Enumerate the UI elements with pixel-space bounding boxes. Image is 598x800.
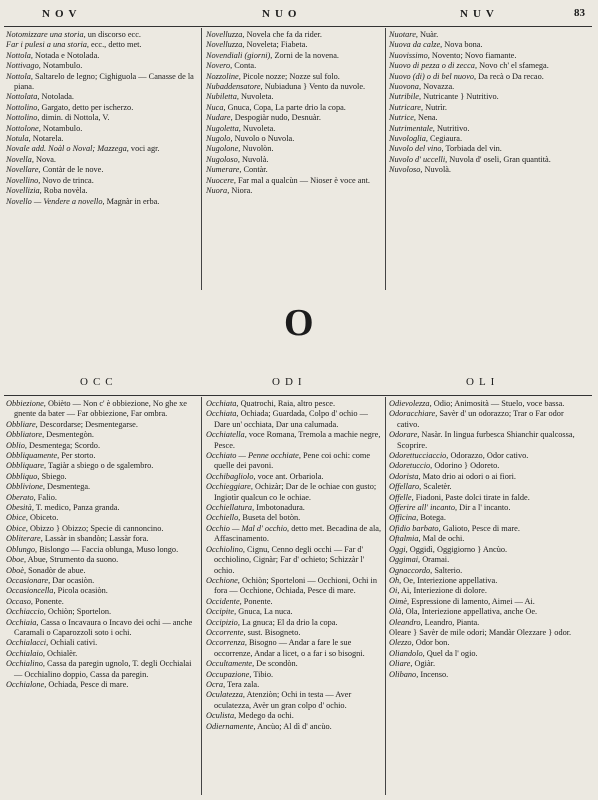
dictionary-entry: Nuvologlia, Cegiaura. [389, 134, 463, 144]
dictionary-entry: Oggi, Oggidì, Oggigiorno } Ancùo. [389, 544, 508, 554]
entry-headword: Occidente [206, 596, 240, 606]
dictionary-entry: Oleandro, Leandro, Pianta. [389, 617, 480, 627]
entry-headword: Occhialaio [6, 648, 43, 658]
entry-headword: Occasionare [6, 575, 49, 585]
entry-headword: Olà [389, 607, 402, 617]
section-letter: O [284, 302, 314, 344]
entry-headword: Ocra [206, 679, 224, 689]
dictionary-entry: Odievolezza, Odio; Animosità — Stuelo, voce bassa. [389, 399, 565, 408]
entry-headword: Nottola [6, 50, 31, 60]
dictionary-entry: Nottolino, dimin. di Nottola, V. [6, 113, 110, 123]
entry-headword: Nottivago [6, 61, 39, 71]
entry-headword: Oblio [6, 440, 25, 450]
entry-headword: Oimè [389, 596, 407, 606]
entry-headword: Obbliquo [6, 471, 38, 481]
entry-headword: Nugoletta [206, 123, 239, 133]
dictionary-entry: Obbliquamente, Per storto. [6, 451, 96, 461]
entry-headword: Ognaccordo [389, 565, 431, 575]
dictionary-entry: Occhiato — Penne occhiate, Pene coi ochi: come quelle dei pavoni. [206, 451, 371, 471]
entry-headword: Nugolo [206, 134, 231, 144]
entry-headword: Nottolino [6, 113, 38, 123]
entry-headword: Nuvolo del vino [389, 144, 442, 154]
dictionary-entry: Occhialino, Cassa da paregin ugnolo, T. degli Occhialai — Occhialino doppio, Cassa da paregin. [6, 659, 192, 679]
entry-headword: Odorettucciaccio [389, 451, 447, 461]
dictionary-entry: Far i pulesi a una storia, ecc., detto met. [6, 40, 142, 50]
entry-headword: Obbliare [6, 419, 36, 429]
entry-headword: Odorista [389, 471, 419, 481]
entry-headword: Offerire all' incanto [389, 503, 455, 513]
entry-headword: Nottola [6, 71, 31, 81]
entry-headword: Oliandolo [389, 648, 423, 658]
dictionary-entry: Nuova da calze, Nova bona. [389, 40, 483, 50]
dictionary-entry: Oliandolo, Quel da l' ogio. [389, 648, 478, 658]
dictionary-entry: Novero, Conta. [206, 61, 257, 71]
entry-headword: Obbliquamente [6, 451, 58, 461]
dictionary-entry: Occupazione, Tibio. [206, 669, 274, 679]
entry-headword: Obice [6, 513, 26, 523]
entry-headword: Nottolone [6, 123, 39, 133]
dictionary-entry: Numerare, Contàr. [206, 165, 268, 175]
entry-headword: Occorrente [206, 627, 244, 637]
entry-headword: Ofidio barbato [389, 523, 439, 533]
entry-headword: Nottolino [6, 102, 38, 112]
dictionary-entry: Olibano, Incenso. [389, 669, 449, 679]
running-header-mid: NUO [262, 8, 302, 20]
dictionary-entry: Occhiata, Ochiada; Guardada, Colpo d' ochio — Dare un' occhiata, Dar una calumada. [206, 409, 368, 429]
entry-headword: Nuovissimo [389, 50, 428, 60]
dictionary-entry: Nuocere, Far mal a qualcùn — Nioser è voce ant. [206, 175, 370, 185]
entry-headword: Novero [206, 61, 231, 71]
dictionary-entry: Occhieggiare, Ochizàr; Dar de le ochiae con gusto; Ingiotìr qualcun co le ochiae. [206, 482, 377, 502]
dictionary-entry: Occhibagliolo, voce ant. Orbariola. [206, 471, 324, 481]
entry-headword: Nottolata [6, 92, 38, 102]
dictionary-entry: Ocra, Tera zala. [206, 679, 260, 689]
entry-headword: Occasioncella [6, 586, 54, 596]
entry-headword: Novellare [6, 165, 39, 175]
entry-headword: Oboè [6, 565, 24, 575]
section-header-right: OLI [466, 376, 500, 388]
dictionary-entry: Odoretuccio, Odorino } Odoreto. [389, 461, 500, 471]
dictionary-entry: Oftalmia, Mal de ochi. [389, 534, 465, 544]
entry-headword: Occipizio [206, 617, 238, 627]
entry-headword: Oliare [389, 659, 411, 669]
dictionary-entry: Oculatezza, Atenziòn; Ochi in testa — Aver oculatezza, Avèr un gran colpo d' ochio. [206, 690, 352, 710]
entry-headword: Nubaddensatore [206, 82, 261, 92]
entry-headword: Oggi [389, 544, 406, 554]
entry-headword: Novella [6, 154, 32, 164]
dictionary-entry: Odorettucciaccio, Odorazzo, Odor cativo. [389, 451, 529, 461]
dictionary-entry: Occasioncella, Picola ocasiòn. [6, 586, 108, 596]
dictionary-entry: Offelle, Fiadoni, Paste dolci tirate in falde. [389, 492, 530, 502]
dictionary-entry: Oimè, Espressione di lamento, Aimei — Ai. [389, 596, 535, 606]
entry-headword: Novelluzza [206, 30, 243, 39]
dictionary-entry: Occhialacci, Ochiali cativi. [6, 638, 98, 648]
dictionary-entry: Nuotare, Nuàr. [389, 30, 439, 39]
dictionary-entry: Oboè, Sonadòr de abue. [6, 565, 86, 575]
entry-headword: Occhiello [206, 513, 239, 523]
dictionary-entry: Oi, Ai, Interiezione di dolore. [389, 586, 487, 596]
entry-headword: Occhiatella [206, 430, 245, 440]
dictionary-entry: Olezzo, Odor bon. [389, 638, 450, 648]
top-column-1 [6, 30, 198, 207]
entry-headword: Occhiata [206, 399, 237, 408]
dictionary-entry: Nuvolo del vino, Torbiada del vin. [389, 144, 502, 154]
dictionary-entry: Occhiatella, voce Romana, Tremola a machie negre, Pesce. [206, 430, 381, 450]
entry-headword: Nuora [206, 186, 228, 196]
dictionary-entry: Obblivione, Desmentega. [6, 482, 91, 492]
entry-headword: Novellizia [6, 186, 40, 196]
entry-headword: Nuvolo d' uccelli [389, 154, 446, 164]
entry-headword: Occhialacci [6, 638, 47, 648]
dictionary-entry: Nutricare, Nutrìr. [389, 102, 448, 112]
dictionary-entry: Occhio — Mal d' occhio, detto met. Becadina de ala, Affascinamento. [206, 523, 382, 544]
dictionary-entry: Offellaro, Scaletèr. [389, 482, 452, 492]
dictionary-entry: Nuovona, Novazza. [389, 82, 455, 92]
entry-headword: Occhialino [6, 659, 43, 669]
dictionary-entry: Odiernamente, Ancùo; Al dì d' ancùo. [206, 721, 332, 731]
dictionary-entry: Occorrenza, Bisogno — Andar a fare le sue occorrenze, Andar a licet, o a far i so bisogni. [206, 638, 365, 658]
dictionary-entry: Obliterare, Lassàr in sbandòn; Lassàr fora. [6, 534, 149, 544]
entry-headword: Officina [389, 513, 417, 523]
entry-headword: Occhialone [6, 679, 45, 689]
dictionary-entry: Nudare, Despogiàr nudo, Desnuàr. [206, 113, 321, 123]
dictionary-entry: Occorrente, sust. Bisogneto. [206, 627, 301, 637]
dictionary-entry: Novellino, Novo de trinca. [6, 175, 94, 185]
top-column-divider-2 [385, 28, 386, 290]
dictionary-entry: Nubaddensatore, Nubiaduna } Vento da nuvole. [206, 82, 366, 92]
dictionary-entry: Nutrice, Nena. [389, 113, 438, 123]
dictionary-entry: Odorare, Nasàr. In lingua furbesca Shianchir qualcossa, Scoprire. [389, 430, 575, 450]
dictionary-entry: Obbliquare, Tagiàr a sbiego o de sgalembro. [6, 461, 154, 471]
dictionary-entry: Odorista, Mato drio ai odori o ai fiori. [389, 471, 516, 481]
dictionary-entry: Ognaccordo, Salterio. [389, 565, 463, 575]
dictionary-entry: Novello — Vendere a novello, Magnàr in erba. [6, 196, 160, 206]
body-column-2 [206, 399, 382, 732]
dictionary-entry: Notomizzare una storia, un discorso ecc. [6, 30, 141, 39]
entry-headword: Olezzo [389, 638, 412, 648]
dictionary-entry: Nugolone, Nuvolòn. [206, 144, 274, 154]
entry-headword: Nuovo di pezza o di zecca [389, 61, 475, 71]
entry-headword: Nutribile [389, 92, 419, 102]
dictionary-entry: Nugolo, Nuvolo o Nuvola. [206, 134, 295, 144]
body-column-1 [6, 399, 198, 690]
entry-headword: Obblivione [6, 482, 43, 492]
dictionary-entry: Obice, Obizzo } Obizzo; Specie di cannoncino. [6, 523, 164, 533]
dictionary-entry: Olà, Ola, Interiezione appellativa, anche Oe. [389, 607, 538, 617]
entry-headword: Offellaro [389, 482, 420, 492]
running-header-left: NOV [42, 8, 82, 20]
entry-headword: Nudare [206, 113, 231, 123]
dictionary-entry: Obbiezione, Obièto — Non c' è obbiezione, No ghe xe gnente da bater — Far obbiezione, Far ombra. [6, 399, 187, 419]
entry-headword: Nugoloso [206, 154, 238, 164]
dictionary-entry: Occipite, Gnuca, La nuca. [206, 607, 293, 617]
entry-headword: Oboe [6, 555, 24, 565]
section-header-left: OCC [80, 376, 118, 388]
entry-headword: Novello — Vendere a novello [6, 196, 103, 206]
dictionary-entry: Nuvolo d' uccelli, Nuvola d' oseli, Gran quantità. [389, 154, 551, 164]
dictionary-entry: Novella, Nova. [6, 154, 57, 164]
dictionary-entry: Nubiletta, Nuvoleta. [206, 92, 274, 102]
entry-headword: Notomizzare una storia [6, 30, 84, 39]
dictionary-entry: Novellizia, Roba novèla. [6, 186, 88, 196]
dictionary-entry: Oh, Oe, Interiezione appellativa. [389, 575, 498, 585]
dictionary-entry: Oboe, Abue, Strumento da suono. [6, 555, 119, 565]
entry-headword: Obice [6, 523, 26, 533]
dictionary-entry: Nozzoline, Picole nozze; Nozze sul folo. [206, 71, 340, 81]
dictionary-entry: Nottolino, Gargato, detto per ischerzo. [6, 102, 134, 112]
top-column-3 [389, 30, 585, 176]
entry-headword: Oberato [6, 492, 34, 502]
dictionary-entry: Novellare, Contàr de le nove. [6, 165, 104, 175]
entry-headword: Occorrenza [206, 638, 245, 648]
dictionary-entry: Nuvoloso, Nuvolà. [389, 165, 452, 175]
dictionary-entry: Occhiaia, Cassa o Incavaura o Incavo dei ochi — anche Caramali o Caparozzoli soto i ochi. [6, 617, 193, 637]
entry-headword: Nuova da calze [389, 40, 441, 50]
dictionary-entry: Occultamente, De scondòn. [206, 659, 298, 669]
dictionary-entry: Occhiaccio, Ochiòn; Sportelon. [6, 607, 112, 617]
dictionary-entry: Nottivago, Notambulo. [6, 61, 83, 71]
dictionary-entry: Occhione, Ochiòn; Sporteloni — Occhioni, Ochi in fora — Occhione, Ochiada, Pesce di mare. [206, 575, 377, 596]
entry-headword: Oggimai [389, 555, 419, 565]
body-column-divider-1 [201, 397, 202, 795]
running-header-right: NUV [460, 8, 499, 20]
entry-headword: Oculatezza [206, 690, 243, 700]
entry-headword: Odoretuccio [389, 461, 431, 471]
section-header-mid: ODI [272, 376, 307, 388]
dictionary-entry: Occhialaio, Ochialèr. [6, 648, 78, 658]
dictionary-entry: Nuovo di pezza o di zecca, Novo ch' el sfamega. [389, 61, 549, 71]
dictionary-entry: Oliare, Ogiàr. [389, 659, 436, 669]
entry-headword: Occhio — Mal d' occhio [206, 523, 288, 533]
dictionary-entry: Odoracchiare, Savèr d' un odorazzo; Trar o Far odor cativo. [389, 409, 564, 429]
entry-headword: Occhiato — Penne occhiate [206, 451, 299, 461]
dictionary-entry: Novale add. Noàl o Noval; Mazzega, voci agr. [6, 144, 160, 154]
top-column-2 [206, 30, 382, 197]
entry-headword: Occipite [206, 607, 235, 617]
entry-headword: Oculista [206, 711, 235, 721]
entry-headword: Nuvoloso [389, 165, 421, 175]
entry-headword: Oblungo [6, 544, 36, 554]
dictionary-entry: Officina, Botega. [389, 513, 446, 523]
entry-headword: Nuca [206, 102, 224, 112]
entry-headword: Nuvologlia [389, 134, 426, 144]
dictionary-entry: Nugoletta, Nuvoleta. [206, 123, 276, 133]
dictionary-entry: Notula, Notarela. [6, 134, 64, 144]
dictionary-entry: Oblio, Desmentega; Scordo. [6, 440, 101, 450]
entry-headword: Nutricare [389, 102, 421, 112]
dictionary-entry: Nuora, Niora. [206, 186, 253, 196]
entry-headword: Occhibagliolo [206, 471, 254, 481]
entry-headword: Occhieggiare [206, 482, 251, 492]
entry-headword: Nutrice [389, 113, 414, 123]
dictionary-entry: Occhiolino, Cignu, Cenno degli occhi — Far d' occhiolino, Cignàr; Far d' ochieto; Schizzàr l' ochio. [206, 544, 365, 575]
dictionary-entry: Obice, Obiceto. [6, 513, 59, 523]
entry-headword: Odiernamente [206, 721, 254, 731]
section-rule [4, 395, 592, 396]
dictionary-entry: Nutribile, Nutricante } Nutritivo. [389, 92, 499, 102]
dictionary-entry: Occhiello, Buseta del botòn. [206, 513, 301, 523]
entry-headword: Nutrimentale [389, 123, 433, 133]
entry-headword: Nuovona [389, 82, 419, 92]
page-number: 83 [574, 7, 585, 19]
dictionary-entry: Occhiellatura, Imbotonadura. [206, 503, 305, 513]
entry-headword: Far i pulesi a una storia [6, 40, 87, 50]
dictionary-entry: Obesità, T. medico, Panza granda. [6, 503, 120, 513]
dictionary-entry: Ofidio barbato, Galioto, Pesce di mare. [389, 523, 520, 533]
dictionary-entry: Oggimai, Oramai. [389, 555, 450, 565]
entry-headword: Oh [389, 575, 400, 585]
entry-headword: Occhiaccio [6, 607, 44, 617]
dictionary-entry: Obbliquo, Sbiego. [6, 471, 67, 481]
entry-headword: Obliterare [6, 534, 41, 544]
entry-headword: Occhiata [206, 409, 237, 419]
entry-headword: Nuocere [206, 175, 234, 185]
entry-headword: Odoracchiare [389, 409, 436, 419]
entry-headword: Odorare [389, 430, 418, 440]
dictionary-entry: Offerire all' incanto, Dir a l' incanto. [389, 503, 511, 513]
entry-headword: Occhiolino [206, 544, 243, 554]
dictionary-entry: Obbliatore, Desmentegòn. [6, 430, 94, 440]
entry-headword: Obesità [6, 503, 32, 513]
dictionary-entry: Novendiali (giorni), Zorni de la novena. [206, 50, 339, 60]
dictionary-entry: Nugoloso, Nuvolà. [206, 154, 269, 164]
entry-headword: Oleandro [389, 617, 421, 627]
entry-headword: Occupazione [206, 669, 250, 679]
dictionary-entry: Nottola, Notada e Notolada. [6, 50, 100, 60]
dictionary-entry: Nuovissimo, Novento; Novo fiamante. [389, 50, 517, 60]
dictionary-entry: Occipizio, La gnuca; El da drio la copa. [206, 617, 338, 627]
dictionary-entry: Nottolone, Notambulo. [6, 123, 83, 133]
top-column-divider-1 [201, 28, 202, 290]
entry-headword: Occultamente [206, 659, 253, 669]
dictionary-entry: Occaso, Ponente. [6, 596, 64, 606]
dictionary-entry: Occhiata, Quatrochi, Raia, altro pesce. [206, 399, 336, 408]
entry-headword: Occhiaia [6, 617, 37, 627]
entry-headword: Nugolone [206, 144, 239, 154]
dictionary-entry: Oculista, Medego da ochi. [206, 711, 294, 721]
dictionary-entry: Oblungo, Bislongo — Faccia oblunga, Muso longo. [6, 544, 179, 554]
entry-headword: Nozzoline [206, 71, 239, 81]
header-rule [4, 26, 592, 27]
body-column-divider-2 [385, 397, 386, 795]
entry-headword: Novellino [6, 175, 39, 185]
entry-headword: Occhiellatura [206, 503, 253, 513]
body-column-3 [389, 399, 585, 680]
entry-headword: Novelluzza [206, 40, 243, 50]
dictionary-entry: Nutrimentale, Nutritivo. [389, 123, 470, 133]
dictionary-entry: Occidente, Ponente. [206, 596, 273, 606]
entry-headword: Odievolezza [389, 399, 430, 408]
entry-headword: Occhione [206, 575, 238, 585]
entry-headword: Obbliquare [6, 461, 44, 471]
entry-headword: Novendiali (giorni) [206, 50, 271, 60]
dictionary-entry: Occasionare, Dar ocasiòn. [6, 575, 95, 585]
entry-headword: Obbiezione [6, 399, 44, 408]
entry-headword: Notula [6, 134, 29, 144]
entry-headword: Olibano [389, 669, 417, 679]
entry-headword: Nuotare [389, 30, 416, 39]
entry-headword: Offelle [389, 492, 412, 502]
entry-headword: Occaso [6, 596, 31, 606]
dictionary-entry: Nottola, Saltarelo de legno; Cighiguola — Canasse de la piana. [6, 71, 194, 92]
entry-headword: Nubiletta [206, 92, 237, 102]
dictionary-entry: Oleare } Savèr de mile odori; Mandàr Olezzare } odor. [389, 627, 572, 637]
dictionary-entry: Nuca, Gnuca, Copa, La parte drio la copa. [206, 102, 346, 112]
dictionary-entry: Oberato, Falio. [6, 492, 57, 502]
entry-headword: Oftalmia [389, 534, 419, 544]
dictionary-entry: Novelluzza, Novela che fa da rider. [206, 30, 322, 39]
dictionary-entry: Occhialone, Ochiada, Pesce di mare. [6, 679, 129, 689]
dictionary-entry: Nuovo (di) o di bel nuovo, Da recà o Da recao. [389, 71, 544, 81]
entry-headword: Numerare [206, 165, 240, 175]
dictionary-entry: Novelluzza, Noveleta; Fiabeta. [206, 40, 308, 50]
entry-headword: Novale add. Noàl o Noval; Mazzega [6, 144, 127, 154]
dictionary-entry: Nottolata, Notolada. [6, 92, 74, 102]
entry-headword: Oi [389, 586, 398, 596]
entry-headword: Nuovo (di) o di bel nuovo [389, 71, 475, 81]
entry-headword: Obbliatore [6, 430, 43, 440]
dictionary-entry: Obbliare, Descordarse; Desmentegarse. [6, 419, 138, 429]
